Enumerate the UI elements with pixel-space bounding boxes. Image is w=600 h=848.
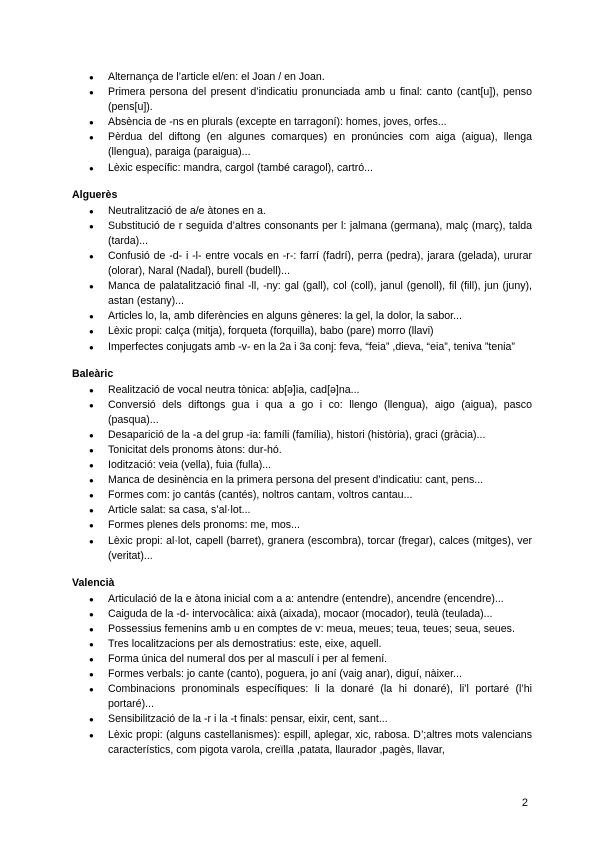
list-item: ● Articles lo, la, amb diferències en alguns gèneres: la gel, la dolor, la sabor...	[72, 309, 532, 324]
list-item: ● Articulació de la e àtona inicial com a a: antendre (entendre), ancendre (encendre)...	[72, 592, 532, 607]
list-item: ● Manca de desinència en la primera persona del present d’indicatiu: cant, pens...	[72, 473, 532, 488]
list-item: ● Tres localitzacions per als demostratius: este, eixe, aquell.	[72, 637, 532, 652]
list-item: ● Iodització: veia (vella), fuia (fulla)...	[72, 458, 532, 473]
list-item: ● Combinacions pronominals específiques: li la donaré (la hi donaré), li’l portaré (l’hi portaré)...	[72, 682, 532, 712]
page-number: 2	[521, 797, 528, 809]
list-item: ● Caiguda de la -d- intervocàlica: aixà (aixada), mocaor (mocador), teulà (teulada)...	[72, 607, 532, 622]
list-item: ● Forma única del numeral dos per al masculí i per al femení.	[72, 652, 532, 667]
section-baleàric	[72, 366, 532, 564]
bullet-list	[72, 383, 532, 564]
list-item: ● Manca de palatalització final -ll, -ny: gal (gall), col (coll), janul (genoll), fil (fill), jun (juny), astan (estany)...	[72, 279, 532, 309]
bullet-list	[72, 204, 532, 355]
list-item: ● Formes verbals: jo cante (canto), poguera, jo aní (vaig anar), diguí, nàixer...	[72, 667, 532, 682]
section-heading: Baleàric	[72, 367, 114, 380]
list-item: ● Confusió de -d- i -l- entre vocals en -r-: farrí (fadrí), perra (pedra), jarara (gelada), ururar (olorar), Naral (Nadal), burell (budell)...	[72, 249, 532, 279]
bullet-list	[72, 70, 532, 176]
section-valencià	[72, 575, 532, 758]
section-alguerès	[72, 187, 532, 355]
section-intro	[72, 70, 532, 176]
list-item: ● Imperfectes conjugats amb -v- en la 2a i 3a conj: feva, “feia” ,dieva, “eia”, teniva ”tenia”	[72, 340, 532, 355]
list-item: ● Desaparició de la -a del grup -ia: famíli (família), histori (història), graci (gràcia)...	[72, 428, 532, 443]
section-heading: Alguerès	[72, 188, 118, 201]
section-heading: Valencià	[72, 576, 115, 589]
list-item: ● Article salat: sa casa, s’al·lot...	[72, 503, 532, 518]
list-item: ● Primera persona del present d’indicatiu pronunciada amb u final: canto (cant[u]), penso (pens[u]).	[72, 85, 532, 115]
list-item: ● Pèrdua del diftong (en algunes comarques) en pronúncies com aiga (aigua), llenga (llengua), paraiga (paraigua)...	[72, 130, 532, 160]
list-item: ● Lèxic propi: al·lot, capell (barret), granera (escombra), torcar (fregar), calces (mitges), ver (veritat)...	[72, 534, 532, 564]
list-item: ● Sensibilització de la -r i la -t finals: pensar, eixir, cent, sant...	[72, 712, 532, 727]
list-item: ● Formes com: jo cantás (cantés), noltros cantam, voltros cantau...	[72, 488, 532, 503]
list-item: ● Absència de -ns en plurals (excepte en tarragoní): homes, joves, orfes...	[72, 115, 532, 130]
list-item: ● Conversió dels diftongs gua i qua a go i co: llengo (llengua), aigo (aigua), pasco (pasqua)...	[72, 398, 532, 428]
list-item: ● Substitució de r seguida d’altres consonants per l: jalmana (germana), malç (març), talda (tarda)...	[72, 219, 532, 249]
list-item: ● Possessius femenins amb u en comptes de v: meua, meues; teua, teues; seua, seues.	[72, 622, 532, 637]
list-item: ● Lèxic específic: mandra, cargol (també caragol), cartró...	[72, 161, 532, 176]
list-item: ● Tonicitat dels pronoms àtons: dur-hó.	[72, 443, 532, 458]
list-item: ● Lèxic propi: (alguns castellanismes): espill, aplegar, xic, rabosa. D’;altres mots valencians característics, com pigota varola, creïlla ,patata, llaurador ,pagès, llavar,	[72, 728, 532, 758]
list-item: ● Neutralització de a/e àtones en a.	[72, 204, 532, 219]
list-item: ● Realització de vocal neutra tònica: ab[ə]ia, cad[ə]na...	[72, 383, 532, 398]
list-item: ● Lèxic propi: calça (mitja), forqueta (forquilla), babo (pare) morro (llavi)	[72, 324, 532, 339]
bullet-list	[72, 592, 532, 758]
list-item: ● Alternança de l’article el/en: el Joan / en Joan.	[72, 70, 532, 85]
list-item: ● Formes plenes dels pronoms: me, mos...	[72, 518, 532, 533]
page-content	[72, 70, 532, 769]
